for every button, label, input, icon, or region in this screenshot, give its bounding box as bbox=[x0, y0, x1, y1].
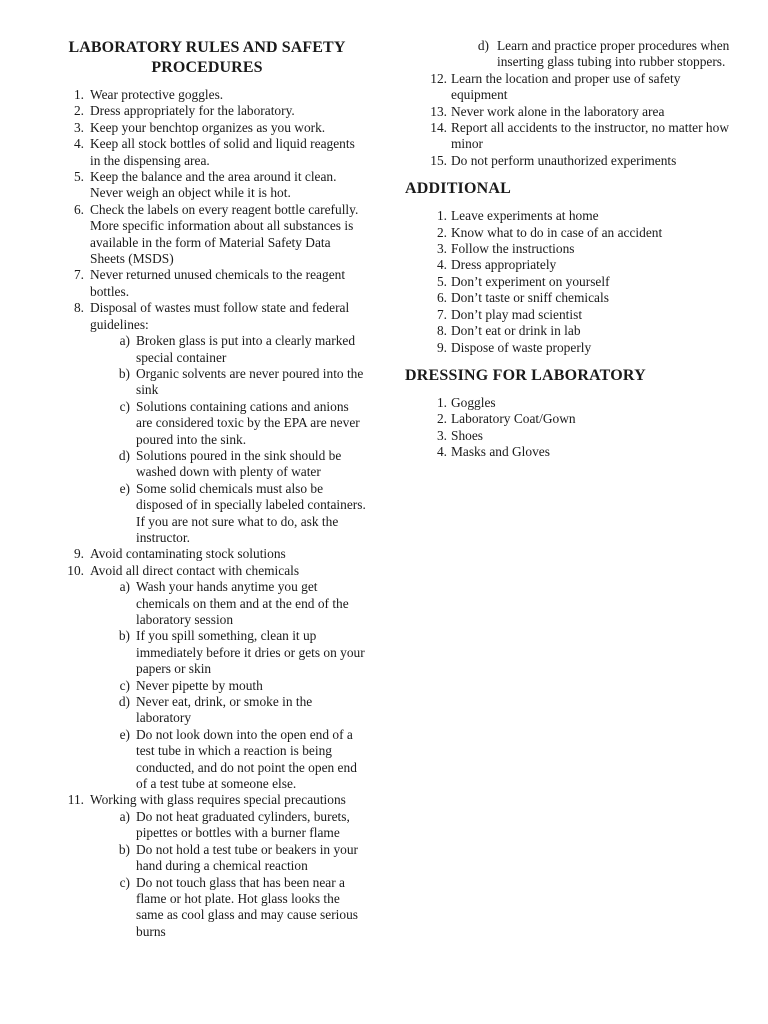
sub-list-item bbox=[48, 678, 366, 694]
list-item-number: 1. bbox=[73, 87, 84, 102]
sub-list-item-text: Organic solvents are never poured into the sink bbox=[136, 365, 364, 398]
list-item-number: 6. bbox=[73, 201, 84, 217]
list-item bbox=[48, 546, 366, 562]
additional-item-text: Dispose of waste properly bbox=[451, 339, 592, 355]
list-item-number: 5. bbox=[73, 169, 84, 185]
list-item-text: Do not perform unauthorized experiments bbox=[451, 152, 677, 168]
sub-list-item-text: Solutions poured in the sink should be washed down with plenty of water bbox=[136, 447, 342, 480]
list-item bbox=[48, 103, 366, 119]
additional-item-text: Don’t experiment on yourself bbox=[451, 273, 610, 289]
sub-item-text: Learn and practice proper procedures when inserting glass tubing into rubber stoppers. bbox=[497, 38, 730, 70]
list-item bbox=[48, 87, 366, 103]
sub-list-item-number: a) bbox=[119, 333, 130, 349]
additional-item-number: 2. bbox=[436, 224, 447, 240]
list-item-number: 14. bbox=[430, 120, 447, 136]
continued-sub-item bbox=[405, 38, 735, 71]
sub-list-item bbox=[48, 579, 366, 628]
additional-item-text: Leave experiments at home bbox=[451, 208, 599, 224]
sub-list-item bbox=[48, 399, 366, 448]
additional-item bbox=[405, 257, 735, 273]
list-item-text: Wear protective goggles. bbox=[90, 87, 224, 102]
sub-list-item-text: Never eat, drink, or smoke in the laboratory bbox=[136, 694, 313, 726]
dressing-item-number: 4. bbox=[436, 444, 447, 460]
sub-list-item-text: Broken glass is put into a clearly marked special container bbox=[136, 333, 356, 365]
additional-item-number: 5. bbox=[436, 273, 447, 289]
additional-item-text: Don’t play mad scientist bbox=[451, 306, 583, 322]
list-item-text: Check the labels on every reagent bottle carefully. More specific information about all substances is available in the form of Material Safety Data Sheets (MSDS) bbox=[90, 201, 359, 267]
additional-item bbox=[405, 307, 735, 323]
sub-list-item bbox=[48, 366, 366, 399]
sub-item-letter: d) bbox=[477, 38, 489, 53]
dressing-item-text: Laboratory Coat/Gown bbox=[451, 411, 576, 427]
sub-list-item-text: Solutions containing cations and anions are considered toxic by the EPA are never poured into the sink. bbox=[136, 398, 360, 447]
list-item-text: Report all accidents to the instructor, no matter how minor bbox=[451, 120, 729, 152]
additional-item-number: 4. bbox=[436, 257, 447, 273]
list-item-text: Dress appropriately for the laboratory. bbox=[90, 103, 295, 119]
sub-list-item-number: c) bbox=[119, 398, 130, 414]
list-item bbox=[405, 104, 735, 120]
list-item bbox=[405, 71, 735, 104]
additional-item bbox=[405, 208, 735, 224]
sub-list-item bbox=[48, 842, 366, 875]
sub-list-item-text: Some solid chemicals must also be disposed of in specially labeled containers. If you are not sure what to do, ask the instructor. bbox=[136, 480, 366, 545]
sub-list-item bbox=[48, 727, 366, 793]
sub-list-item bbox=[48, 333, 366, 366]
list-item-text: Avoid all direct contact with chemicals bbox=[90, 562, 300, 578]
sub-list-item-text: Do not hold a test tube or beakers in your hand during a chemical reaction bbox=[136, 841, 359, 874]
list-item-number: 13. bbox=[430, 103, 447, 119]
list-item bbox=[405, 120, 735, 153]
additional-item-text: Don’t taste or sniff chemicals bbox=[451, 290, 609, 306]
list-item-number: 15. bbox=[430, 152, 447, 168]
sub-list-item-number: e) bbox=[119, 480, 130, 496]
list-item-text: Keep the balance and the area around it clean. Never weigh an object while it is hot. bbox=[90, 169, 337, 201]
additional-item-text: Don’t eat or drink in lab bbox=[451, 323, 581, 339]
list-item-text: Keep all stock bottles of solid and liquid reagents in the dispensing area. bbox=[90, 136, 355, 168]
list-item-text: Never returned unused chemicals to the reagent bottles. bbox=[90, 267, 346, 299]
list-item bbox=[48, 136, 366, 169]
additional-list bbox=[405, 208, 735, 356]
additional-item-number: 7. bbox=[436, 306, 447, 322]
sub-list-item-number: b) bbox=[118, 628, 130, 644]
list-item-number: 10. bbox=[67, 562, 84, 578]
list-item bbox=[405, 153, 735, 169]
list-item bbox=[48, 202, 366, 268]
dressing-item bbox=[405, 428, 735, 444]
additional-item-number: 3. bbox=[436, 241, 447, 257]
sub-list-item-number: b) bbox=[118, 365, 130, 381]
dressing-item-number: 1. bbox=[436, 394, 447, 410]
list-item-number: 8. bbox=[73, 300, 84, 316]
sub-list-item bbox=[48, 694, 366, 727]
document-title: LABORATORY RULES AND SAFETY PROCEDURES bbox=[68, 39, 346, 76]
dressing-item-text: Masks and Gloves bbox=[451, 444, 550, 460]
list-item-number: 9. bbox=[73, 546, 84, 562]
dressing-item-number: 3. bbox=[436, 427, 447, 443]
list-item-number: 3. bbox=[73, 119, 84, 135]
additional-item bbox=[405, 225, 735, 241]
list-item-text: Never work alone in the laboratory area bbox=[451, 103, 665, 119]
additional-item bbox=[405, 340, 735, 356]
list-item-text: Working with glass requires special precautions bbox=[90, 792, 346, 808]
list-item-number: 2. bbox=[73, 103, 84, 119]
additional-item-number: 8. bbox=[436, 323, 447, 339]
additional-item-text: Follow the instructions bbox=[451, 241, 575, 257]
sub-list-item bbox=[48, 448, 366, 481]
sub-list-item-text: Do not look down into the open end of a test tube in which a reaction is being conducted, and do not point the open end of a test tube at someone else. bbox=[136, 726, 357, 792]
additional-item bbox=[405, 290, 735, 306]
additional-heading: ADDITIONAL bbox=[405, 180, 512, 198]
sub-list-item-number: e) bbox=[119, 726, 130, 742]
additional-item-text: Dress appropriately bbox=[451, 257, 557, 273]
additional-item-number: 6. bbox=[436, 290, 447, 306]
list-item bbox=[48, 267, 366, 300]
left-column bbox=[48, 38, 366, 940]
list-item-number: 7. bbox=[73, 267, 84, 283]
list-item bbox=[48, 169, 366, 202]
dressing-item bbox=[405, 411, 735, 427]
sub-list-item-number: d) bbox=[118, 694, 130, 710]
sub-list-item-number: a) bbox=[119, 579, 130, 595]
dressing-item-text: Goggles bbox=[451, 394, 496, 410]
sub-list-item bbox=[48, 875, 366, 941]
additional-item bbox=[405, 241, 735, 257]
list-item bbox=[48, 792, 366, 808]
list-item-text: Disposal of wastes must follow state and federal guidelines: bbox=[90, 300, 350, 332]
list-item-number: 4. bbox=[73, 136, 84, 152]
sub-list-item bbox=[48, 628, 366, 677]
rules-list bbox=[48, 87, 366, 940]
sub-list-item-number: a) bbox=[119, 808, 130, 824]
dressing-item bbox=[405, 444, 735, 460]
list-item-text: Learn the location and proper use of safety equipment bbox=[451, 70, 681, 103]
sub-list-item-number: b) bbox=[118, 841, 130, 857]
sub-list-item-number: c) bbox=[119, 677, 130, 693]
sub-list-item-text: Wash your hands anytime you get chemicals on them and at the end of the laboratory session bbox=[136, 579, 349, 627]
sub-list-item-text: If you spill something, clean it up immediately before it dries or gets on your papers or skin bbox=[136, 628, 365, 677]
additional-item-number: 9. bbox=[436, 339, 447, 355]
additional-item bbox=[405, 274, 735, 290]
dressing-item-text: Shoes bbox=[451, 427, 483, 443]
dressing-item-number: 2. bbox=[436, 411, 447, 427]
dressing-list bbox=[405, 395, 735, 461]
dressing-item bbox=[405, 395, 735, 411]
sub-list-item-text: Do not touch glass that has been near a flame or hot plate. Hot glass looks the same as cool glass and may cause serious burns bbox=[136, 874, 358, 939]
sub-list-item bbox=[48, 809, 366, 842]
additional-item-number: 1. bbox=[436, 208, 447, 224]
sub-list-item-text: Do not heat graduated cylinders, burets, pipettes or bottles with a burner flame bbox=[136, 808, 350, 841]
dressing-heading: DRESSING FOR LABORATORY bbox=[405, 366, 646, 384]
sub-list-item-number: c) bbox=[119, 874, 130, 890]
list-item bbox=[48, 120, 366, 136]
right-column bbox=[405, 38, 735, 461]
rules-list-continued bbox=[405, 71, 735, 169]
list-item bbox=[48, 300, 366, 333]
list-item bbox=[48, 563, 366, 579]
sub-list-item bbox=[48, 481, 366, 547]
list-item-text: Keep your benchtop organizes as you work. bbox=[90, 119, 326, 135]
additional-item bbox=[405, 323, 735, 339]
list-item-number: 11. bbox=[67, 792, 84, 808]
sub-list-item-number: d) bbox=[118, 447, 130, 463]
additional-item-text: Know what to do in case of an accident bbox=[451, 224, 663, 240]
list-item-text: Avoid contaminating stock solutions bbox=[90, 546, 286, 562]
list-item-number: 12. bbox=[430, 70, 447, 86]
sub-list-item-text: Never pipette by mouth bbox=[136, 677, 263, 693]
